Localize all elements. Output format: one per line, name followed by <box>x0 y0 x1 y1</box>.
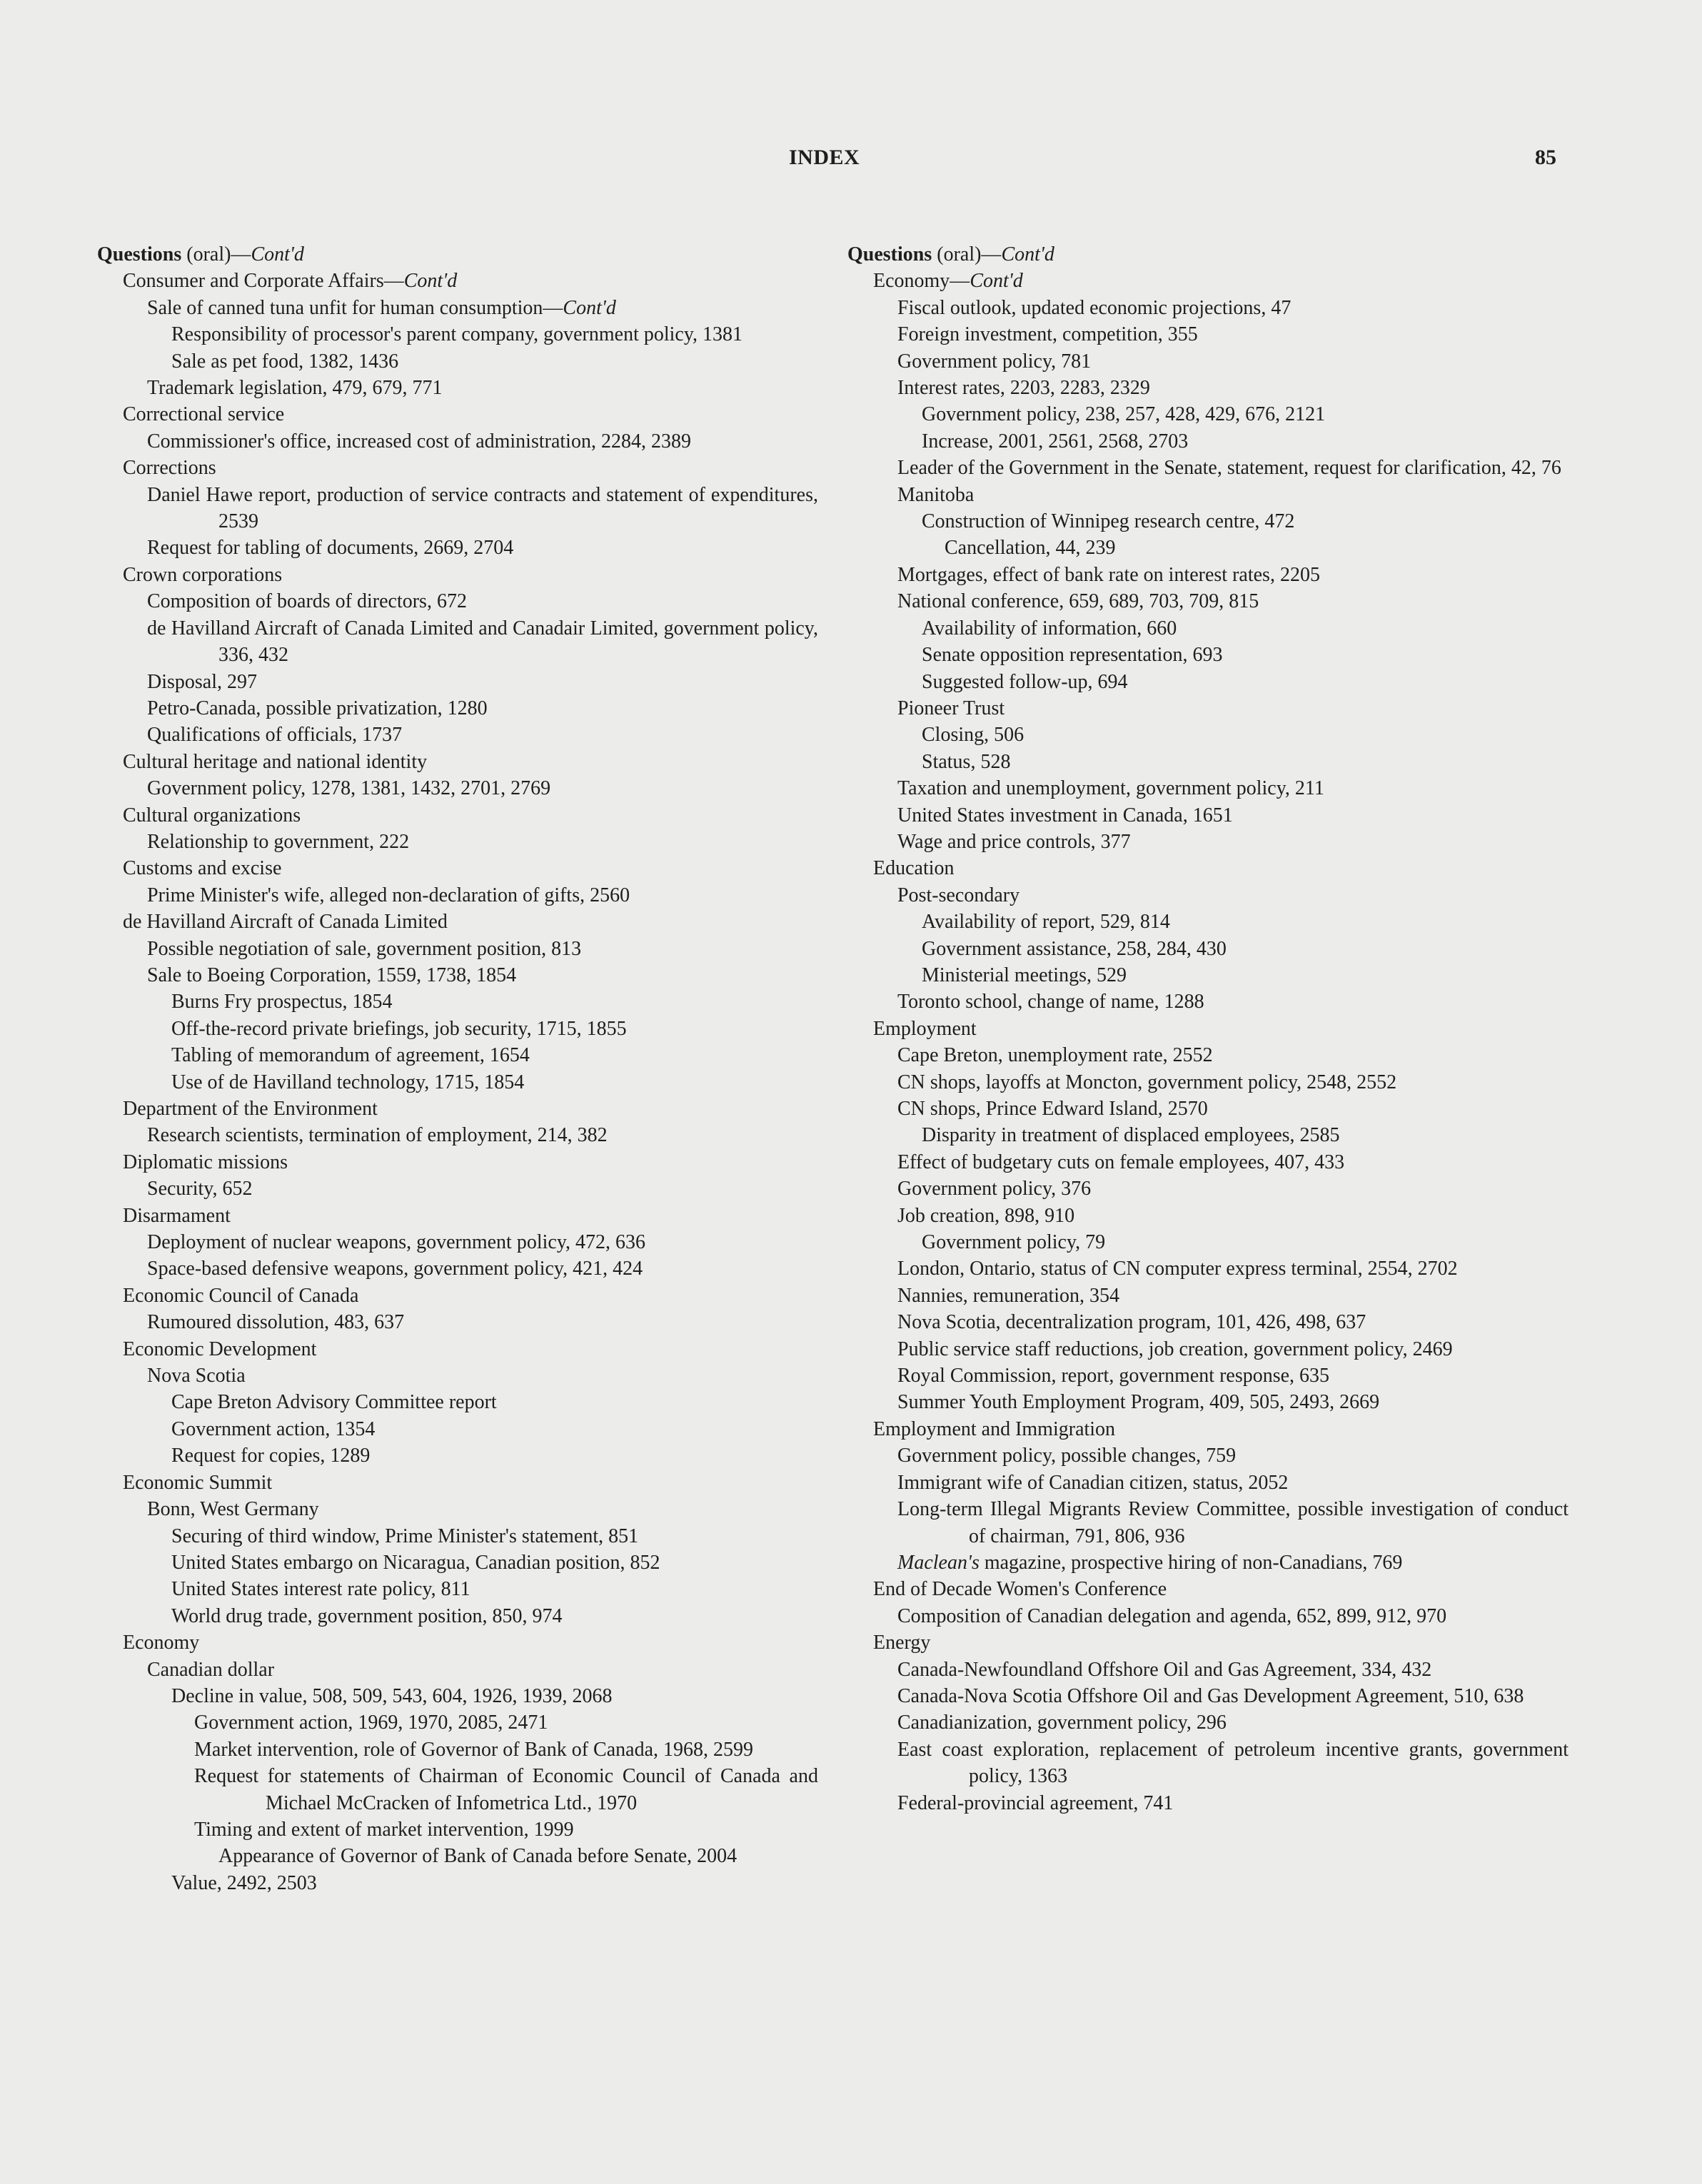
entry-text: Economy— <box>873 270 970 293</box>
index-entry <box>97 455 818 481</box>
index-entry <box>847 829 1568 855</box>
entry-text: Correctional service <box>123 403 285 426</box>
index-entry <box>97 1709 818 1736</box>
index-entry <box>847 1016 1568 1042</box>
entry-text: Value, 2492, 2503 <box>171 1871 317 1894</box>
index-entry <box>847 1657 1568 1683</box>
entry-italic-text: Cont'd <box>563 296 616 319</box>
entry-text: (oral)— <box>932 243 1002 266</box>
index-entry <box>97 882 818 909</box>
entry-text: Pioneer Trust <box>897 697 1005 719</box>
index-entry <box>97 562 818 588</box>
entry-text: Government policy, 238, 257, 428, 429, 676, 2121 <box>922 403 1326 426</box>
index-entry <box>97 588 818 615</box>
index-entry <box>97 1096 818 1122</box>
index-entry <box>847 1283 1568 1309</box>
entry-text: Toronto school, change of name, 1288 <box>897 991 1204 1013</box>
entry-text: Commissioner's office, increased cost of administration, 2284, 2389 <box>147 430 691 453</box>
index-entry <box>847 1255 1568 1282</box>
entry-text: Cultural heritage and national identity <box>123 750 428 773</box>
index-entry <box>847 348 1568 375</box>
entry-text: Qualifications of officials, 1737 <box>147 724 403 747</box>
entry-text: National conference, 659, 689, 703, 709, 815 <box>897 590 1259 613</box>
page-title: INDEX <box>789 146 860 169</box>
entry-text: Rumoured dissolution, 483, 637 <box>147 1311 405 1334</box>
entry-text: Public service staff reductions, job creation, government policy, 2469 <box>897 1338 1453 1360</box>
index-entry <box>847 562 1568 588</box>
index-entry <box>97 962 818 989</box>
index-entry <box>97 1069 818 1096</box>
index-entry <box>847 508 1568 535</box>
entry-text: Long-term Illegal Migrants Review Committee, possible investigation of conduct of chairman, 791, 806, 936 <box>897 1498 1568 1547</box>
entry-text: Wage and price controls, 377 <box>897 830 1131 853</box>
entry-text: End of Decade Women's Conference <box>873 1578 1167 1601</box>
entry-text: Education <box>873 857 955 880</box>
index-entry <box>97 722 818 748</box>
entry-text: Leader of the Government in the Senate, statement, request for clarification, 42, 76 <box>897 457 1561 480</box>
index-entry <box>97 1149 818 1176</box>
index-entry <box>847 1096 1568 1122</box>
entry-text: Canadian dollar <box>147 1658 275 1681</box>
index-entry <box>97 1363 818 1389</box>
entry-text: Tabling of memorandum of agreement, 1654 <box>171 1044 530 1067</box>
index-entry <box>97 989 818 1015</box>
index-entry <box>847 1629 1568 1656</box>
index-entry <box>847 1470 1568 1496</box>
left-column <box>97 241 818 1896</box>
entry-text: Request for copies, 1289 <box>171 1445 371 1467</box>
entry-text: Suggested follow-up, 694 <box>922 670 1128 693</box>
index-entry <box>97 482 818 535</box>
entry-text: Manitoba <box>897 483 975 506</box>
index-entry <box>97 1389 818 1415</box>
entry-text: Job creation, 898, 910 <box>897 1204 1075 1227</box>
entry-text: Disarmament <box>123 1204 231 1227</box>
entry-text: Nannies, remuneration, 354 <box>897 1284 1120 1307</box>
index-entry <box>97 775 818 802</box>
index-entry <box>847 428 1568 455</box>
entry-text: Government policy, 1278, 1381, 1432, 2701, 2769 <box>147 777 551 800</box>
entry-text: Foreign investment, competition, 355 <box>897 323 1198 346</box>
entry-text: Canada-Newfoundland Offshore Oil and Gas Agreement, 334, 432 <box>897 1658 1432 1681</box>
entry-italic-text: Cont'd <box>970 270 1023 293</box>
index-entry <box>847 1790 1568 1816</box>
entry-text: Customs and excise <box>123 857 282 880</box>
entry-text: Canadianization, government policy, 296 <box>897 1712 1227 1734</box>
entry-text: Economic Development <box>123 1338 317 1360</box>
entry-text: Nova Scotia, decentralization program, 101, 426, 498, 637 <box>897 1311 1366 1334</box>
entry-italic-text: Cont'd <box>251 243 304 266</box>
entry-text: Composition of Canadian delegation and agenda, 652, 899, 912, 970 <box>897 1604 1447 1627</box>
index-entry <box>847 1442 1568 1469</box>
index-entry <box>847 455 1568 481</box>
entry-text: Economy <box>123 1632 200 1654</box>
index-entry <box>847 1122 1568 1148</box>
entry-text: Economic Council of Canada <box>123 1284 359 1307</box>
index-entry <box>847 1709 1568 1736</box>
index-entry <box>97 615 818 669</box>
entry-text: Use of de Havilland technology, 1715, 1854 <box>171 1071 525 1093</box>
index-entry <box>97 1736 818 1763</box>
entry-text: United States embargo on Nicaragua, Canadian position, 852 <box>171 1551 660 1574</box>
index-entry <box>97 1683 818 1709</box>
entry-text: Disposal, 297 <box>147 670 257 693</box>
entry-text: Cultural organizations <box>123 804 301 826</box>
index-entry <box>97 348 818 375</box>
index-entry <box>847 588 1568 615</box>
entry-text: Sale of canned tuna unfit for human consumption— <box>147 296 563 319</box>
entry-text: Interest rates, 2203, 2283, 2329 <box>897 377 1150 400</box>
index-entry <box>97 1549 818 1576</box>
index-entry <box>847 1203 1568 1229</box>
index-entry <box>97 321 818 348</box>
index-entry <box>97 1442 818 1469</box>
entry-text: Nova Scotia <box>147 1365 246 1387</box>
entry-text: Availability of information, 660 <box>922 617 1177 639</box>
entry-text: Cancellation, 44, 239 <box>945 537 1116 560</box>
entry-text: Market intervention, role of Governor of Bank of Canada, 1968, 2599 <box>194 1738 754 1761</box>
index-entry <box>97 1255 818 1282</box>
index-entry <box>97 375 818 401</box>
entry-text: Timing and extent of market intervention, 1999 <box>194 1818 574 1841</box>
index-entry <box>847 321 1568 348</box>
index-entry <box>847 1229 1568 1255</box>
entry-text: Status, 528 <box>922 750 1011 773</box>
index-entry <box>97 1042 818 1068</box>
index-entry <box>847 241 1568 268</box>
index-entry <box>97 1229 818 1255</box>
entry-text: Immigrant wife of Canadian citizen, status, 2052 <box>897 1471 1289 1494</box>
index-entry <box>97 401 818 428</box>
index-entry <box>97 1122 818 1148</box>
entry-text: Decline in value, 508, 509, 543, 604, 1926, 1939, 2068 <box>171 1684 613 1707</box>
index-entry <box>97 936 818 962</box>
entry-heading: Questions <box>97 243 182 266</box>
index-entry <box>97 1629 818 1656</box>
index-entry <box>847 962 1568 989</box>
entry-italic-text: Cont'd <box>1001 243 1054 266</box>
index-entry <box>97 1416 818 1442</box>
entry-text: Appearance of Governor of Bank of Canada before Senate, 2004 <box>218 1845 737 1868</box>
index-entry <box>97 1603 818 1629</box>
entry-text: Responsibility of processor's parent company, government policy, 1381 <box>171 323 743 346</box>
entry-text: Relationship to government, 222 <box>147 830 410 853</box>
entry-text: Senate opposition representation, 693 <box>922 644 1223 667</box>
entry-text: magazine, prospective hiring of non-Canadians, 769 <box>979 1551 1403 1574</box>
index-entry <box>847 1149 1568 1176</box>
entry-text: de Havilland Aircraft of Canada Limited <box>123 911 448 934</box>
entry-text: United States investment in Canada, 1651 <box>897 804 1233 826</box>
entry-text: Request for tabling of documents, 2669, 2704 <box>147 537 514 560</box>
entry-text: Sale to Boeing Corporation, 1559, 1738, 1854 <box>147 964 517 986</box>
index-entry <box>97 695 818 722</box>
index-entry <box>847 1336 1568 1363</box>
index-entry <box>97 669 818 695</box>
index-entry <box>847 642 1568 668</box>
index-entry <box>97 1283 818 1309</box>
index-entry <box>97 1176 818 1202</box>
index-entry <box>847 375 1568 401</box>
entry-text: London, Ontario, status of CN computer express terminal, 2554, 2702 <box>897 1258 1458 1280</box>
index-entry <box>97 1816 818 1843</box>
index-entry <box>847 1176 1568 1202</box>
entry-text: Effect of budgetary cuts on female employees, 407, 433 <box>897 1151 1345 1173</box>
index-entry <box>847 749 1568 775</box>
entry-text: Federal-provincial agreement, 741 <box>897 1791 1174 1814</box>
index-entry <box>847 1683 1568 1709</box>
entry-text: Government policy, 376 <box>897 1178 1092 1200</box>
index-entry <box>847 989 1568 1015</box>
entry-text: Composition of boards of directors, 672 <box>147 590 467 613</box>
entry-text: Mortgages, effect of bank rate on interest rates, 2205 <box>897 563 1320 586</box>
right-column <box>847 241 1568 1816</box>
index-entry <box>97 1870 818 1896</box>
index-entry <box>847 1736 1568 1790</box>
entry-heading: Questions <box>847 243 932 266</box>
entry-text: Availability of report, 529, 814 <box>922 911 1170 934</box>
entry-italic-text: Cont'd <box>403 270 458 293</box>
entry-text: CN shops, layoffs at Moncton, government policy, 2548, 2552 <box>897 1071 1397 1093</box>
index-entry <box>97 829 818 855</box>
entry-text: Government action, 1969, 1970, 2085, 2471 <box>194 1712 548 1734</box>
index-entry <box>97 241 818 268</box>
index-entry <box>97 1843 818 1869</box>
index-entry <box>97 295 818 321</box>
entry-text: Cape Breton, unemployment rate, 2552 <box>897 1044 1213 1067</box>
entry-text: Government assistance, 258, 284, 430 <box>922 937 1227 960</box>
index-entry <box>847 1309 1568 1335</box>
index-entry <box>847 295 1568 321</box>
entry-text: Daniel Hawe report, production of service contracts and statement of expenditures, 2539 <box>147 483 818 533</box>
entry-text: Corrections <box>123 457 216 480</box>
index-entry <box>847 1416 1568 1442</box>
entry-text: Fiscal outlook, updated economic projections, 47 <box>897 296 1291 319</box>
entry-text: Petro-Canada, possible privatization, 1280 <box>147 697 488 719</box>
index-entry <box>847 909 1568 935</box>
index-entry <box>847 268 1568 294</box>
index-entry <box>847 615 1568 642</box>
index-entry <box>847 1576 1568 1602</box>
entry-text: East coast exploration, replacement of petroleum incentive grants, government policy, 1363 <box>897 1738 1568 1788</box>
entry-text: Trademark legislation, 479, 679, 771 <box>147 377 443 400</box>
entry-text: Employment <box>873 1017 977 1040</box>
index-entry <box>97 855 818 881</box>
index-entry <box>97 1336 818 1363</box>
entry-text: Ministerial meetings, 529 <box>922 964 1127 986</box>
entry-text: Request for statements of Chairman of Economic Council of Canada and Michael McCracken of Infometrica Ltd., 1970 <box>194 1765 818 1814</box>
entry-text: de Havilland Aircraft of Canada Limited and Canadair Limited, government policy, 336, 432 <box>147 617 818 667</box>
index-entry <box>847 669 1568 695</box>
entry-text: Taxation and unemployment, government policy, 211 <box>897 777 1324 800</box>
index-entry <box>847 1603 1568 1629</box>
index-entry <box>847 1363 1568 1389</box>
entry-text: Employment and Immigration <box>873 1417 1116 1440</box>
entry-text: Government policy, 781 <box>897 350 1092 373</box>
index-entry <box>847 1389 1568 1415</box>
entry-text: Increase, 2001, 2561, 2568, 2703 <box>922 430 1189 453</box>
entry-text: Diplomatic missions <box>123 1151 288 1173</box>
entry-text: Possible negotiation of sale, government position, 813 <box>147 937 582 960</box>
entry-text: Sale as pet food, 1382, 1436 <box>171 350 399 373</box>
entry-text: (oral)— <box>181 243 251 266</box>
entry-text: Canada-Nova Scotia Offshore Oil and Gas Development Agreement, 510, 638 <box>897 1684 1524 1707</box>
index-entry <box>847 535 1568 561</box>
entry-text: Royal Commission, report, government response, 635 <box>897 1365 1330 1387</box>
index-entry <box>847 855 1568 881</box>
entry-text: Deployment of nuclear weapons, government policy, 472, 636 <box>147 1231 646 1254</box>
entry-text: Off-the-record private briefings, job security, 1715, 1855 <box>171 1017 627 1040</box>
entry-text: Government policy, 79 <box>922 1231 1106 1254</box>
entry-text: Securing of third window, Prime Minister's statement, 851 <box>171 1525 639 1547</box>
entry-text: Security, 652 <box>147 1178 253 1200</box>
index-entry <box>97 535 818 561</box>
entry-text: Energy <box>873 1632 931 1654</box>
entry-text: Economic Summit <box>123 1471 273 1494</box>
entry-text: Crown corporations <box>123 563 283 586</box>
index-entry <box>847 802 1568 829</box>
index-entry <box>97 1763 818 1816</box>
entry-text: Closing, 506 <box>922 724 1024 747</box>
entry-text: Consumer and Corporate Affairs— <box>123 270 404 293</box>
index-entry <box>97 1309 818 1335</box>
entry-text: Government policy, possible changes, 759 <box>897 1445 1237 1467</box>
index-entry <box>97 749 818 775</box>
entry-text: Bonn, West Germany <box>147 1498 319 1521</box>
entry-text: Burns Fry prospectus, 1854 <box>171 991 393 1013</box>
index-entry <box>847 882 1568 909</box>
index-entry <box>97 1576 818 1602</box>
index-entry <box>97 1496 818 1522</box>
entry-text: Cape Breton Advisory Committee report <box>171 1391 497 1414</box>
index-entry <box>847 936 1568 962</box>
index-entry <box>97 1016 818 1042</box>
index-entry <box>847 1549 1568 1576</box>
index-entry <box>97 909 818 935</box>
index-entry <box>97 1470 818 1496</box>
entry-text: Research scientists, termination of employment, 214, 382 <box>147 1124 608 1147</box>
index-entry <box>97 1203 818 1229</box>
entry-text: Space-based defensive weapons, government policy, 421, 424 <box>147 1258 643 1280</box>
right-index-list <box>847 241 1568 1816</box>
entry-text: Prime Minister's wife, alleged non-declaration of gifts, 2560 <box>147 884 630 906</box>
entry-text: Disparity in treatment of displaced employees, 2585 <box>922 1124 1340 1147</box>
index-entry <box>847 722 1568 748</box>
index-entry <box>847 1042 1568 1068</box>
index-entry <box>847 775 1568 802</box>
index-entry <box>97 802 818 829</box>
index-entry <box>847 1496 1568 1549</box>
entry-text: Post-secondary <box>897 884 1020 906</box>
index-entry <box>847 1069 1568 1096</box>
entry-text: Summer Youth Employment Program, 409, 505, 2493, 2669 <box>897 1391 1380 1414</box>
entry-text: Department of the Environment <box>123 1098 378 1120</box>
index-entry <box>97 428 818 455</box>
entry-italic-text: Maclean's <box>897 1551 980 1574</box>
entry-text: CN shops, Prince Edward Island, 2570 <box>897 1098 1208 1120</box>
index-entry <box>97 1523 818 1549</box>
entry-text: Construction of Winnipeg research centre, 472 <box>922 510 1295 533</box>
index-entry <box>847 401 1568 428</box>
index-entry <box>847 695 1568 722</box>
index-entry <box>97 268 818 294</box>
entry-text: United States interest rate policy, 811 <box>171 1578 470 1601</box>
left-index-list <box>97 241 818 1896</box>
entry-text: World drug trade, government position, 850, 974 <box>171 1604 563 1627</box>
entry-text: Government action, 1354 <box>171 1417 376 1440</box>
index-entry <box>847 482 1568 508</box>
page-number: 85 <box>1535 146 1556 169</box>
index-entry <box>97 1657 818 1683</box>
